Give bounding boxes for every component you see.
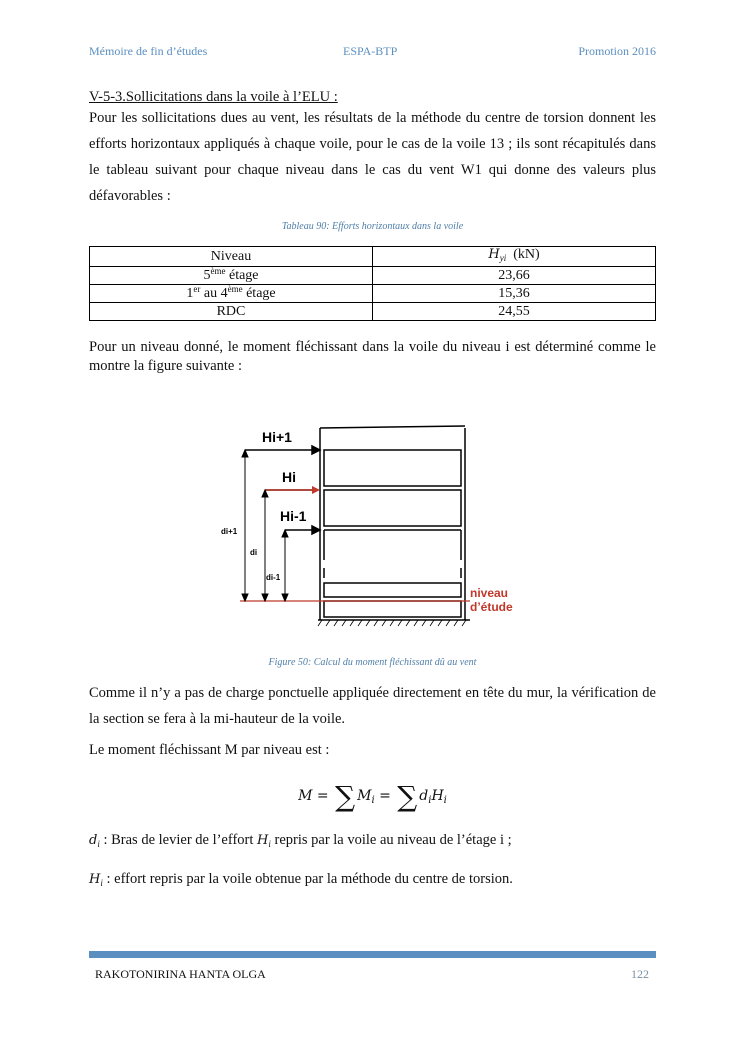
h-subscript: yi	[499, 253, 507, 263]
forces-table	[89, 246, 656, 321]
level-number: 5	[203, 267, 211, 283]
header-force	[373, 247, 656, 267]
sigma-symbol: ∑	[335, 780, 356, 813]
formula-sub: i	[428, 795, 432, 806]
value-cell: 24,55	[373, 303, 656, 321]
wind-moment-figure	[220, 420, 530, 630]
def-sub: i	[100, 878, 103, 888]
level-number: 1	[186, 285, 194, 301]
label-h-mid: Hi	[282, 469, 296, 485]
table-header-row	[90, 247, 656, 267]
def-symbol: H	[257, 833, 269, 848]
formula-sub: i	[443, 795, 447, 806]
level-text: étage	[225, 267, 259, 283]
niveau-cell: RDC	[90, 303, 373, 321]
formula-sub: i	[371, 795, 375, 806]
value-cell: 15,36	[373, 285, 656, 303]
moment-paragraph: Pour un niveau donné, le moment fléchissant dans la voile du niveau i est déterminé comme le montre la figure suivante :	[89, 339, 656, 374]
verification-paragraph: Comme il n’y a pas de charge ponctuelle appliquée directement en tête du mur, la vérification de la section se fera à la mi-hauteur de la voile.	[89, 685, 656, 727]
ground-hatch	[318, 620, 466, 626]
def-text: repris par la voile au niveau de l’étage i ;	[270, 832, 512, 848]
wall-outline	[320, 428, 465, 620]
h-symbol: H	[488, 247, 500, 262]
label-h-bot: Hi-1	[280, 508, 307, 524]
formula-term1: M	[357, 788, 372, 804]
footer-author: RAKOTONIRINA HANTA OLGA	[95, 967, 266, 981]
table-row	[90, 267, 656, 285]
label-niveau: niveau	[470, 586, 509, 600]
intro-paragraph: Pour les sollicitations dues au vent, les résultats de la méthode du centre de torsion donnent les efforts horizontaux appliqués à chaque voile, pour le cas de la voile 13 ; ils sont récapitulés dans le tableau suivant pour chaque niveau dans le cas du vent W1 qui donne des valeurs plus défavorables :	[89, 110, 656, 204]
moment-intro: Le moment fléchissant M par niveau est :	[89, 742, 330, 758]
section-title: V-5-3.Sollicitations dans la voile à l’ELU :	[89, 89, 338, 105]
level-suffix: ème	[227, 283, 243, 294]
definition-h	[89, 871, 656, 888]
formula-eq: =	[316, 788, 329, 804]
definition-d	[89, 832, 656, 849]
footer-bar	[89, 951, 656, 958]
def-text: : Bras de levier de l’effort	[99, 832, 258, 848]
def-symbol: H	[89, 872, 101, 887]
floor-panel-open	[324, 530, 461, 560]
sigma-symbol: ∑	[397, 780, 418, 813]
label-h-top: Hi+1	[262, 429, 292, 445]
niveau-cell	[90, 285, 373, 303]
niveau-cell	[90, 267, 373, 285]
level-suffix: ème	[210, 265, 226, 276]
label-d-top: di+1	[221, 527, 238, 536]
figure-caption: Figure 50: Calcul du moment fléchissant dû au vent	[268, 657, 477, 668]
formula-eq: =	[379, 788, 391, 804]
def-sub: i	[268, 839, 271, 849]
top-edge	[320, 426, 465, 428]
formula-term2-d: d	[419, 788, 429, 804]
def-text: : effort repris par la voile obtenue par la méthode du centre de torsion.	[102, 871, 513, 887]
formula-term2-h: H	[431, 788, 444, 804]
def-sub: i	[97, 839, 100, 849]
header-institution: ESPA-BTP	[343, 44, 398, 58]
page-number: 122	[631, 967, 649, 981]
formula-lhs: M	[298, 788, 313, 804]
def-symbol: d	[89, 833, 98, 848]
base-panel	[324, 601, 461, 617]
label-d-mid: di	[250, 548, 258, 557]
level-text: étage	[242, 285, 276, 301]
table-row	[90, 303, 656, 321]
moment-formula	[89, 780, 656, 813]
floor-panel	[324, 583, 461, 597]
h-unit: (kN)	[513, 247, 540, 262]
header-niveau: Niveau	[90, 247, 373, 267]
header-promotion: Promotion 2016	[578, 44, 656, 58]
wall-break	[324, 568, 461, 578]
label-etude: d’étude	[470, 600, 513, 614]
floor-panel	[324, 450, 461, 486]
label-d-bot: di-1	[266, 573, 281, 582]
arrow-hi-head	[312, 486, 320, 494]
header-school: Mémoire de fin d’études	[89, 44, 208, 58]
level-suffix: er	[193, 283, 201, 294]
table-row	[90, 285, 656, 303]
floor-panel	[324, 490, 461, 526]
table-caption: Tableau 90: Efforts horizontaux dans la voile	[281, 221, 464, 232]
value-cell: 23,66	[373, 267, 656, 285]
level-mid: au 4	[200, 285, 228, 301]
